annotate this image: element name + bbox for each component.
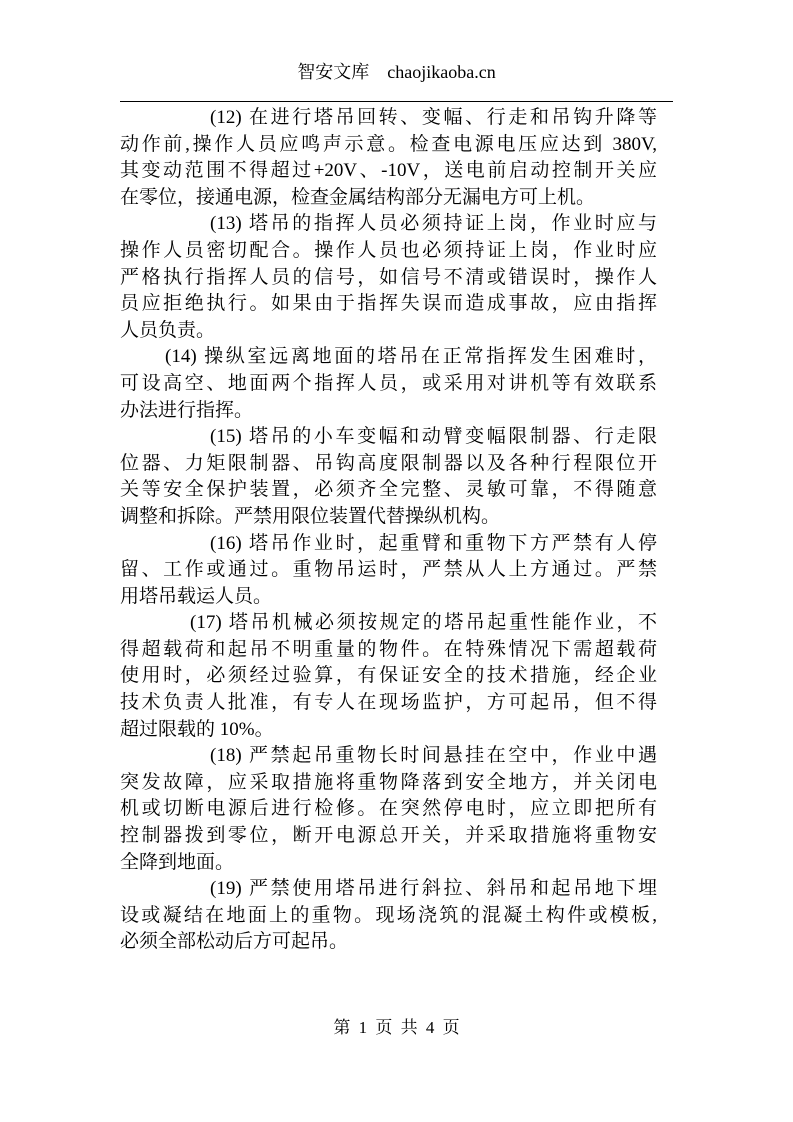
text-line: 办法进行指挥。 [120, 399, 254, 421]
paragraph [120, 876, 657, 956]
text-line: 使用时，必须经过验算，有保证安全的技术措施，经企业 [120, 665, 657, 687]
paragraph [120, 610, 657, 743]
paragraph [120, 424, 657, 530]
paragraph [120, 531, 657, 611]
text-line: 严格执行指挥人员的信号，如信号不清或错误时，操作人 [120, 266, 657, 288]
text-line: 留、工作或通过。重物吊运时，严禁从人上方通过。严禁 [120, 559, 657, 581]
paragraph [120, 743, 657, 876]
paragraph [120, 105, 657, 211]
site-url: chaojikaoba.cn [387, 62, 496, 82]
page-header [0, 58, 793, 84]
paragraph [120, 344, 657, 424]
text-line: 动作前,操作人员应鸣声示意。检查电源电压应达到 380V, [120, 133, 657, 155]
text-line: (12) 在进行塔吊回转、变幅、行走和吊钩升降等 [210, 107, 657, 128]
text-line: 得超载荷和起吊不明重量的物件。在特殊情况下需超载荷 [120, 638, 657, 660]
text-line: (18) 严禁起吊重物长时间悬挂在空中，作业中遇 [210, 745, 657, 767]
text-line: 其变动范围不得超过+20V、-10V，送电前启动控制开关应 [120, 160, 657, 182]
text-line: 人员负责。 [120, 319, 216, 341]
text-line: 在零位，接通电源，检查金属结构部分无漏电方可上机。 [120, 186, 596, 208]
site-name: 智安文库 [297, 62, 370, 82]
text-line: (19) 严禁使用塔吊进行斜拉、斜吊和起吊地下埋 [210, 878, 657, 900]
document-body [120, 105, 657, 956]
text-line: (17) 塔吊机械必须按规定的塔吊起重性能作业，不 [190, 612, 657, 634]
header-divider [120, 101, 673, 102]
text-line: (16) 塔吊作业时，起重臂和重物下方严禁有人停 [210, 532, 657, 554]
text-line: (13) 塔吊的指挥人员必须持证上岗，作业时应与 [210, 213, 657, 235]
text-line: 调整和拆除。严禁用限位装置代替操纵机构。 [120, 505, 501, 527]
text-line: 技术负责人批准，有专人在现场监护，方可起吊，但不得 [120, 692, 657, 714]
text-line: 关等安全保护装置，必须齐全完整、灵敏可靠，不得随意 [120, 479, 657, 501]
text-line: (14) 操纵室远离地面的塔吊在正常指挥发生困难时， [165, 346, 657, 368]
text-line: 员应拒绝执行。如果由于指挥失误而造成事故，应由指挥 [120, 293, 657, 315]
text-line: 可设高空、地面两个指挥人员，或采用对讲机等有效联系 [120, 372, 657, 394]
text-line: 控制器拨到零位，断开电源总开关，并采取措施将重物安 [120, 825, 657, 847]
text-line: 突发故障，应采取措施将重物降落到安全地方，并关闭电 [120, 771, 657, 793]
text-line: 全降到地面。 [120, 851, 235, 873]
text-line: (15) 塔吊的小车变幅和动臂变幅限制器、行走限 [210, 426, 657, 448]
text-line: 位器、力矩限制器、吊钩高度限制器以及各种行程限位开 [120, 452, 657, 474]
paragraph [120, 211, 657, 344]
text-line: 用塔吊载运人员。 [120, 585, 273, 607]
text-line: 设或凝结在地面上的重物。现场浇筑的混凝土构件或模板, [120, 904, 657, 926]
page-footer: 第 1 页 共 4 页 [333, 1018, 460, 1037]
text-line: 必须全部松动后方可起吊。 [120, 931, 349, 953]
text-line: 机或切断电源后进行检修。在突然停电时，应立即把所有 [120, 798, 657, 820]
text-line: 操作人员密切配合。操作人员也必须持证上岗，作业时应 [120, 239, 657, 261]
text-line: 超过限载的 10%。 [120, 718, 274, 740]
